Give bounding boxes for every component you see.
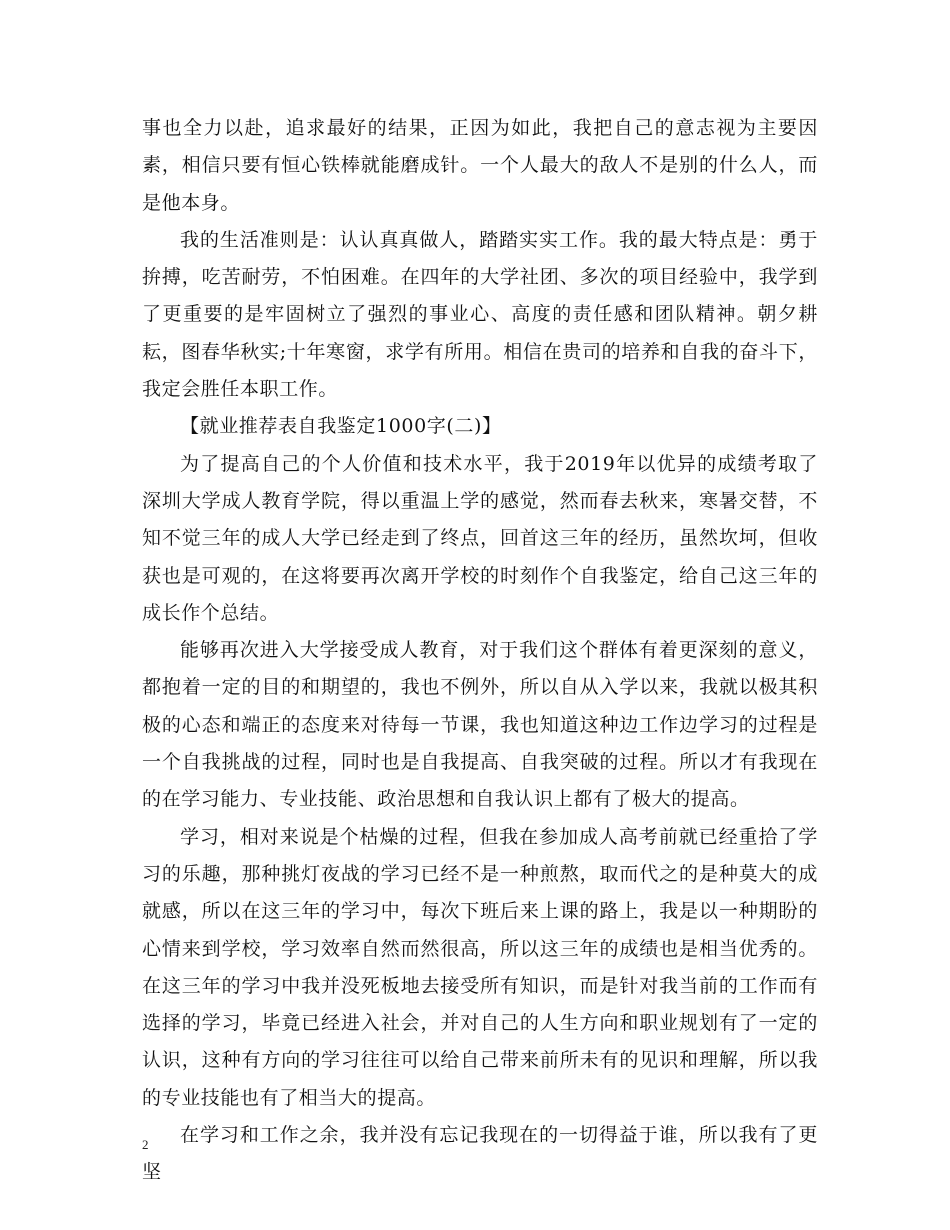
paragraph-1: 事也全力以赴，追求最好的结果，正因为如此，我把自己的意志视为主要因素，相信只要有恒心铁棒就能磨成针。一个人最大的敌人不是别的什么人，而是他本身。 — [142, 117, 818, 214]
paragraph-3: 为了提高自己的个人价值和技术水平，我于2019年以优异的成绩考取了深圳大学成人教育学院，得以重温上学的感觉，然而春去秋来，寒暑交替，不知不觉三年的成人大学已经走到了终点，回首这三年的经历，虽然坎坷，但收获也是可观的，在这将要再次离开学校的时刻作个自我鉴定，给自己这三年的成长作个总结。 — [142, 452, 818, 624]
document-body — [142, 110, 818, 1192]
section-heading: 【就业推荐表自我鉴定1000字(二)】 — [180, 415, 502, 438]
page-number: 2 — [142, 1137, 149, 1152]
paragraph-5: 学习，相对来说是个枯燥的过程，但我在参加成人高考前就已经重拾了学习的乐趣，那种挑灯夜战的学习已经不是一种煎熬，取而代之的是种莫大的成就感，所以在这三年的学习中，每次下班后来上课的路上，我是以一种期盼的心情来到学校，学习效率自然而然很高，所以这三年的成绩也是相当优秀的。 在这三年的学习中我并没死板地去接受所有知识，而是针对我当前的工作而有选择的学习，毕竟已经进入社会，并对自己的人生方向和职业规划有了一定的认识，这种有方向的学习往往可以给自己带来前所未有的见识和理解，所以我的专业技能也有了相当大的提高。 — [142, 825, 818, 1109]
paragraph-2: 我的生活准则是：认认真真做人，踏踏实实工作。我的最大特点是：勇于拚搏，吃苦耐劳，不怕困难。在四年的大学社团、多次的项目经验中，我学到了更重要的是牢固树立了强烈的事业心、高度的责任感和团队精神。朝夕耕耘，图春华秋实;十年寒窗，求学有所用。相信在贵司的培养和自我的奋斗下，我定会胜任本职工作。 — [142, 228, 818, 401]
paragraph-6: 在学习和工作之余，我并没有忘记我现在的一切得益于谁，所以我有了更坚 — [142, 1124, 818, 1184]
paragraph-4: 能够再次进入大学接受成人教育，对于我们这个群体有着更深刻的意义，都抱着一定的目的和期望的，我也不例外，所以自从入学以来，我就以极其积极的心态和端正的态度来对待每一节课，我也知道这种边工作边学习的过程是一个自我挑战的过程，同时也是自我提高、自我突破的过程。所以才有我现在的在学习能力、专业技能、政治思想和自我认识上都有了极大的提高。 — [142, 639, 818, 811]
